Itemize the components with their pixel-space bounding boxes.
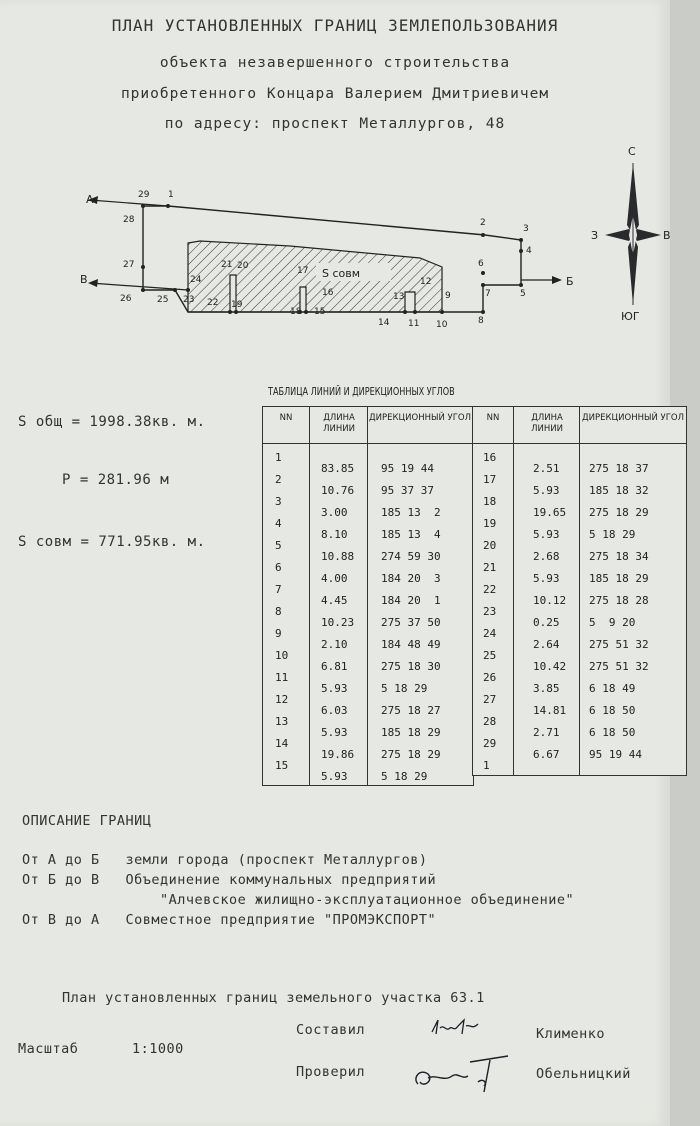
table-angle: 185 18 29	[589, 572, 649, 585]
table-angle: 5 9 20	[589, 616, 636, 629]
table-length: 19.65	[533, 506, 567, 519]
table-angle: 95 37 37	[381, 484, 434, 497]
owner-line: приобретенного Концара Валерием Дмитриевичем	[120, 86, 550, 102]
table-angle: 95 19 44	[589, 748, 642, 761]
lines-table-right	[472, 406, 687, 776]
svg-text:18: 18	[290, 307, 302, 317]
header-nn-right: NN	[486, 413, 500, 423]
svg-text:20: 20	[237, 261, 249, 271]
svg-text:1: 1	[168, 190, 174, 200]
table-point-number: 10	[275, 649, 289, 662]
svg-text:9: 9	[445, 291, 451, 301]
label-b: Б	[566, 275, 574, 288]
table-point-number: 25	[483, 649, 497, 662]
table-point-number: 1	[483, 759, 490, 772]
table-length: 6.81	[321, 660, 348, 673]
table-length: 4.45	[321, 594, 348, 607]
svg-text:7: 7	[485, 289, 491, 299]
table-angle: 275 18 37	[589, 462, 649, 475]
scale-label: Масштаб	[18, 1041, 79, 1057]
table-angle: 275 18 30	[381, 660, 441, 673]
compiled-label: Составил	[296, 1022, 366, 1038]
table-angle: 6 18 50	[589, 704, 636, 717]
object-subtitle: объекта незавершенного строительства	[159, 55, 511, 71]
table-angle: 6 18 50	[589, 726, 636, 739]
table-length: 0.25	[533, 616, 560, 629]
table-angle: 6 18 49	[589, 682, 636, 695]
table-angle: 5 18 29	[589, 528, 636, 541]
table-point-number: 7	[275, 583, 282, 596]
svg-text:29: 29	[138, 190, 150, 200]
table-angle: 275 18 27	[381, 704, 441, 717]
svg-text:6: 6	[478, 259, 484, 269]
joint-area: S совм = 771.95кв. м.	[18, 534, 206, 550]
table-length: 8.10	[321, 528, 348, 541]
plan-caption: План установленных границ земельного участка 63.1	[62, 990, 485, 1006]
svg-text:14: 14	[378, 318, 390, 328]
table-point-number: 14	[275, 737, 289, 750]
label-v: В	[80, 273, 88, 286]
border-a-b: От А до Б земли города (проспект Металлургов)	[22, 852, 428, 868]
table-point-number: 6	[275, 561, 282, 574]
table-angle: 275 18 29	[381, 748, 441, 761]
table-length: 5.93	[321, 726, 348, 739]
checker-name: Обельницкий	[536, 1066, 631, 1082]
table-angle: 274 59 30	[381, 550, 441, 563]
table-angle: 185 18 29	[381, 726, 441, 739]
table-length: 14.81	[533, 704, 567, 717]
table-point-number: 2	[275, 473, 282, 486]
table-angle: 275 18 28	[589, 594, 649, 607]
table-length: 2.10	[321, 638, 348, 651]
table-angle: 5 18 29	[381, 682, 428, 695]
svg-text:2: 2	[480, 218, 486, 228]
table-point-number: 12	[275, 693, 289, 706]
svg-text:21: 21	[221, 260, 233, 270]
table-point-number: 23	[483, 605, 497, 618]
header-length-right: ДЛИНА ЛИНИИ	[531, 413, 563, 434]
checked-label: Проверил	[296, 1064, 366, 1080]
total-area: S общ = 1998.38кв. м.	[18, 414, 206, 430]
border-b-v: От Б до В Объединение коммунальных предприятий	[22, 872, 437, 888]
table-angle: 184 20 1	[381, 594, 441, 607]
table-length: 3.85	[533, 682, 560, 695]
table-length: 10.88	[321, 550, 355, 563]
svg-text:16: 16	[322, 288, 334, 298]
checker-signature	[408, 1052, 518, 1098]
svg-text:22: 22	[207, 298, 219, 308]
svg-text:28: 28	[123, 215, 135, 225]
border-v-a: От В до А Совместное предприятие "ПРОМЭКСПОРТ"	[22, 912, 437, 928]
table-point-number: 20	[483, 539, 497, 552]
table-point-number: 5	[275, 539, 282, 552]
table-point-number: 13	[275, 715, 289, 728]
svg-text:11: 11	[408, 319, 420, 329]
table-point-number: 24	[483, 627, 497, 640]
table-point-number: 18	[483, 495, 497, 508]
table-angle: 185 13 4	[381, 528, 441, 541]
svg-text:13: 13	[393, 292, 405, 302]
table-angle: 275 51 32	[589, 660, 649, 673]
table-length: 5.93	[533, 484, 560, 497]
svg-text:10: 10	[436, 320, 448, 330]
lines-table-left	[262, 406, 474, 786]
table-length: 6.03	[321, 704, 348, 717]
compass-north: С	[628, 145, 636, 158]
scale-value: 1:1000	[132, 1041, 184, 1057]
table-angle: 275 18 29	[589, 506, 649, 519]
table-point-number: 16	[483, 451, 497, 464]
compass-south: ЮГ	[621, 310, 640, 323]
svg-text:4: 4	[526, 246, 532, 256]
table-length: 3.00	[321, 506, 348, 519]
table-length: 2.71	[533, 726, 560, 739]
table-point-number: 1	[275, 451, 282, 464]
table-length: 5.93	[321, 682, 348, 695]
document-title: ПЛАН УСТАНОВЛЕННЫХ ГРАНИЦ ЗЕМЛЕПОЛЬЗОВАНИЯ	[111, 16, 559, 35]
table-angle: 95 19 44	[381, 462, 434, 475]
borders-title: ОПИСАНИЕ ГРАНИЦ	[22, 813, 152, 829]
header-nn: NN	[279, 413, 293, 423]
svg-text:15: 15	[314, 307, 326, 317]
table-length: 2.51	[533, 462, 560, 475]
area-label: S совм	[322, 267, 361, 280]
table-point-number: 17	[483, 473, 497, 486]
table-length: 4.00	[321, 572, 348, 585]
table-point-number: 9	[275, 627, 282, 640]
svg-text:25: 25	[157, 295, 169, 305]
svg-text:12: 12	[420, 277, 432, 287]
svg-text:27: 27	[123, 260, 135, 270]
table-point-number: 19	[483, 517, 497, 530]
table-point-number: 28	[483, 715, 497, 728]
table-angle: 184 48 49	[381, 638, 441, 651]
table-length: 5.93	[533, 572, 560, 585]
table-angle: 275 37 50	[381, 616, 441, 629]
table-angle: 5 18 29	[381, 770, 428, 783]
table-length: 5.93	[533, 528, 560, 541]
label-a: А	[86, 193, 94, 206]
table-angle: 275 51 32	[589, 638, 649, 651]
svg-text:17: 17	[297, 266, 309, 276]
table-angle: 185 18 32	[589, 484, 649, 497]
compiler-signature	[428, 1014, 488, 1040]
header-angle: ДИРЕКЦИОННЫЙ УГОЛ	[369, 413, 471, 423]
table-length: 10.12	[533, 594, 567, 607]
table-point-number: 29	[483, 737, 497, 750]
table-length: 10.76	[321, 484, 355, 497]
table-point-number: 11	[275, 671, 289, 684]
table-angle: 184 20 3	[381, 572, 441, 585]
address-line: по адресу: проспект Металлургов, 48	[164, 116, 506, 132]
svg-text:8: 8	[478, 316, 484, 326]
table-point-number: 8	[275, 605, 282, 618]
header-angle-right: ДИРЕКЦИОННЫЙ УГОЛ	[582, 413, 684, 423]
compiler-name: Клименко	[536, 1026, 606, 1042]
svg-text:3: 3	[523, 224, 529, 234]
table-point-number: 4	[275, 517, 282, 530]
compass-east: В	[663, 229, 671, 242]
table-point-number: 21	[483, 561, 497, 574]
table-title: ТАБЛИЦА ЛИНИЙ И ДИРЕКЦИОННЫХ УГЛОВ	[268, 385, 455, 398]
table-point-number: 26	[483, 671, 497, 684]
header-length: ДЛИНА ЛИНИИ	[323, 413, 355, 434]
table-length: 2.64	[533, 638, 560, 651]
table-point-number: 3	[275, 495, 282, 508]
table-length: 5.93	[321, 770, 348, 783]
svg-text:23: 23	[183, 295, 195, 305]
table-length: 6.67	[533, 748, 560, 761]
svg-text:5: 5	[520, 289, 526, 299]
site-plan-drawing	[70, 145, 671, 335]
svg-text:24: 24	[190, 275, 202, 285]
svg-text:19: 19	[231, 300, 243, 310]
table-angle: 275 18 34	[589, 550, 649, 563]
table-length: 10.23	[321, 616, 355, 629]
table-angle: 185 13 2	[381, 506, 441, 519]
border-b-v-cont: "Алчевское жилищно-эксплуатационное объединение"	[160, 892, 575, 908]
svg-text:26: 26	[120, 294, 132, 304]
table-point-number: 15	[275, 759, 289, 772]
table-length: 19.86	[321, 748, 355, 761]
table-length: 2.68	[533, 550, 560, 563]
table-point-number: 22	[483, 583, 497, 596]
table-point-number: 27	[483, 693, 497, 706]
table-length: 10.42	[533, 660, 567, 673]
perimeter: P = 281.96 м	[62, 472, 170, 488]
compass-west: З	[591, 229, 599, 242]
table-length: 83.85	[321, 462, 355, 475]
